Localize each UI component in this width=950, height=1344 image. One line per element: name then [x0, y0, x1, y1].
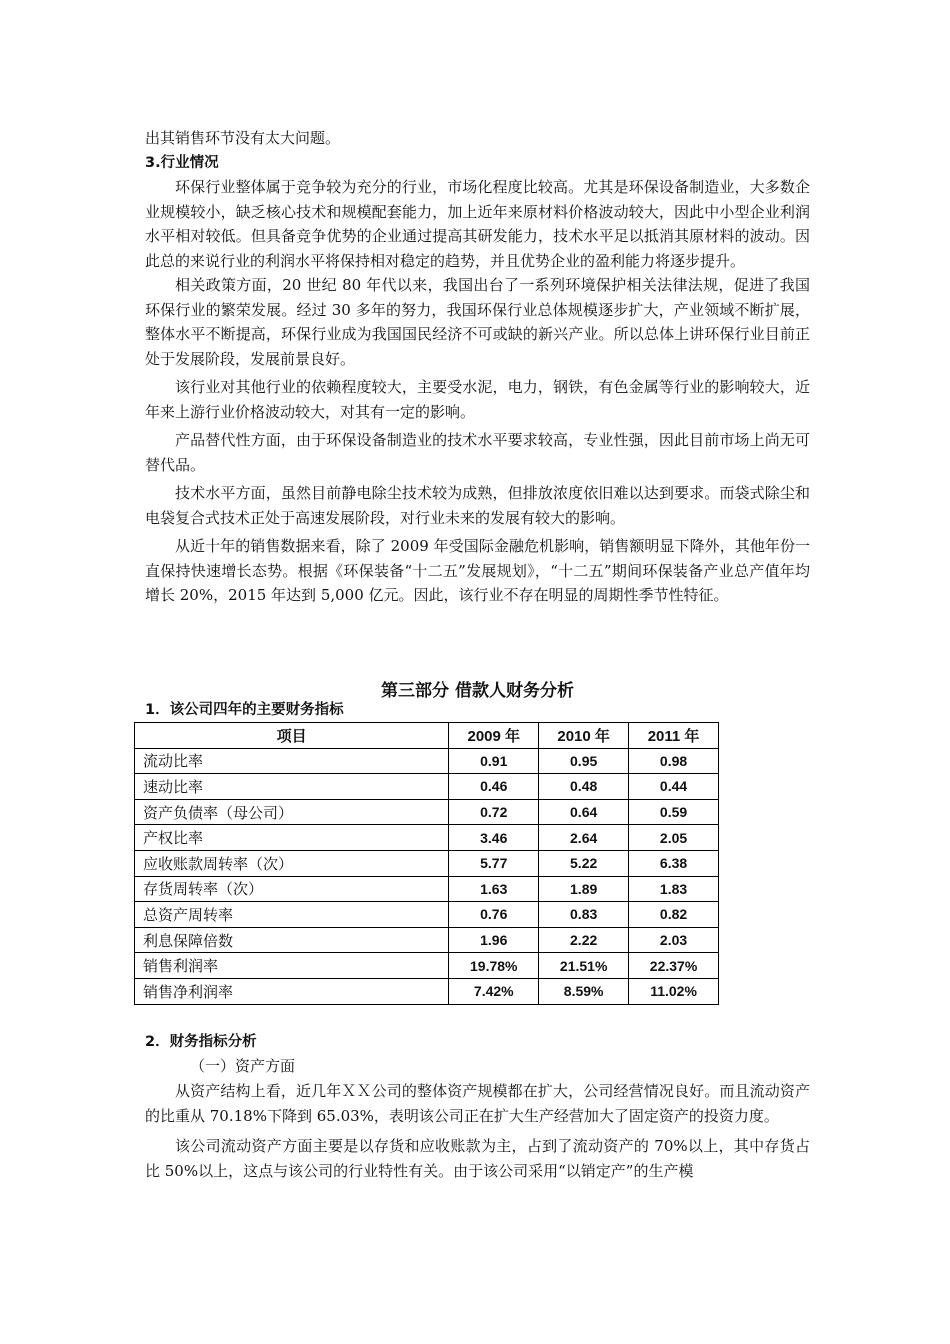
value-2011: 6.38 — [629, 850, 719, 876]
sub2-heading: 2．财务指标分析 — [145, 1034, 257, 1050]
value-2011: 0.44 — [629, 774, 719, 800]
value-2009: 0.91 — [449, 748, 539, 774]
value-2010: 1.89 — [539, 876, 629, 902]
value-2009: 0.76 — [449, 902, 539, 928]
current-assets-paragraph: 该公司流动资产方面主要是以存货和应收账款为主，占到了流动资产的 70%以上，其中存货占比 50%以上，这点与该公司的行业特性有关。由于该公司采用“以销定产”的生产模 — [145, 1137, 810, 1180]
technology-paragraph: 技术水平方面，虽然目前静电除尘技术较为成熟，但排放浓度依旧难以达到要求。而袋式除尘和电袋复合式技术正处于高速发展阶段，对行业未来的发展有较大的影响。 — [145, 484, 810, 527]
table-header-row — [135, 723, 719, 749]
value-2009: 0.46 — [449, 774, 539, 800]
sales-paragraph: 从近十年的销售数据来看，除了 2009 年受国际金融危机影响，销售额明显下降外，其他年份一直保持快速增长态势。根据《环保装备“十二五”发展规划》，“十二五”期间环保装备产业总产值年均增长 20%，2015 年达到 5,000 亿元。因此，该行业不存在明显的周期性季节性特征。 — [145, 537, 810, 604]
section3-heading: 3.行业情况 — [145, 155, 219, 171]
value-2010: 0.83 — [539, 902, 629, 928]
table-row — [135, 850, 719, 876]
header-2011: 2011 年 — [629, 723, 719, 749]
row-item: 产权比率 — [135, 825, 449, 851]
value-2010: 8.59% — [539, 978, 629, 1004]
header-2010: 2010 年 — [539, 723, 629, 749]
value-2010: 2.22 — [539, 927, 629, 953]
row-item: 利息保障倍数 — [135, 927, 449, 953]
value-2009: 3.46 — [449, 825, 539, 851]
value-2010: 2.64 — [539, 825, 629, 851]
value-2009: 0.72 — [449, 799, 539, 825]
asset-structure-paragraph: 从资产结构上看，近几年ＸＸ公司的整体资产规模都在扩大，公司经营情况良好。而且流动资产的比重从 70.18%下降到 65.03%，表明该公司正在扩大生产经营加大了固定资产的投资力度。 — [145, 1082, 810, 1125]
value-2009: 1.96 — [449, 927, 539, 953]
row-item: 销售利润率 — [135, 953, 449, 979]
row-item: 存货周转率（次） — [135, 876, 449, 902]
dependency-paragraph: 该行业对其他行业的依赖程度较大，主要受水泥，电力，钢铁，有色金属等行业的影响较大，近年来上游行业价格波动较大，对其有一定的影响。 — [145, 378, 810, 421]
row-item: 资产负债率（母公司） — [135, 799, 449, 825]
row-item: 速动比率 — [135, 774, 449, 800]
row-item: 应收账款周转率（次） — [135, 850, 449, 876]
industry-paragraph: 环保行业整体属于竞争较为充分的行业，市场化程度比较高。尤其是环保设备制造业，大多数企业规模较小，缺乏核心技术和规模配套能力，加上近年来原材料价格波动较大，因此中小型企业利润水平相对较低。但具备竞争优势的企业通过提高其研发能力，技术水平足以抵消其原材料的波动。因此总的来说行业的利润水平将保持相对稳定的趋势，并且优势企业的盈利能力将逐步提升。 — [145, 178, 810, 270]
substitute-paragraph: 产品替代性方面，由于环保设备制造业的技术水平要求较高，专业性强，因此目前市场上尚无可替代品。 — [145, 431, 810, 474]
row-item: 总资产周转率 — [135, 902, 449, 928]
value-2009: 5.77 — [449, 850, 539, 876]
table-row — [135, 876, 719, 902]
value-2009: 19.78% — [449, 953, 539, 979]
table-row — [135, 774, 719, 800]
table-row — [135, 748, 719, 774]
value-2010: 0.95 — [539, 748, 629, 774]
part3-title: 第三部分 借款人财务分析 — [381, 681, 574, 701]
value-2011: 22.37% — [629, 953, 719, 979]
value-2009: 1.63 — [449, 876, 539, 902]
value-2011: 0.98 — [629, 748, 719, 774]
financial-indicators-table — [134, 722, 719, 1005]
value-2011: 11.02% — [629, 978, 719, 1004]
row-item: 流动比率 — [135, 748, 449, 774]
value-2011: 2.03 — [629, 927, 719, 953]
row-item: 销售净利润率 — [135, 978, 449, 1004]
value-2011: 0.59 — [629, 799, 719, 825]
value-2010: 0.48 — [539, 774, 629, 800]
value-2010: 0.64 — [539, 799, 629, 825]
table-row — [135, 953, 719, 979]
value-2011: 2.05 — [629, 825, 719, 851]
assets-section — [145, 1079, 810, 1183]
sub1-heading: 1．该公司四年的主要财务指标 — [145, 702, 344, 718]
table-row — [135, 825, 719, 851]
header-item: 项目 — [135, 723, 449, 749]
value-2011: 0.82 — [629, 902, 719, 928]
intro-line: 出其销售环节没有太大问题。 — [145, 129, 341, 147]
table-row — [135, 799, 719, 825]
value-2010: 21.51% — [539, 953, 629, 979]
header-2009: 2009 年 — [449, 723, 539, 749]
assets-subheading: （一）资产方面 — [190, 1057, 296, 1075]
value-2010: 5.22 — [539, 850, 629, 876]
policy-paragraph: 相关政策方面，20 世纪 80 年代以来，我国出台了一系列环境保护相关法律法规，促进了我国环保行业的繁荣发展。经过 30 多年的努力，我国环保行业总体规模逐步扩大，产业领域不断扩展，整体水平不断提高，环保行业成为我国国民经济不可或缺的新兴产业。所以总体上讲环保行业目前正处于发展阶段，发展前景良好。 — [145, 276, 810, 368]
table-row — [135, 927, 719, 953]
table-row — [135, 978, 719, 1004]
industry-section — [145, 175, 810, 612]
value-2009: 7.42% — [449, 978, 539, 1004]
table-row — [135, 902, 719, 928]
value-2011: 1.83 — [629, 876, 719, 902]
